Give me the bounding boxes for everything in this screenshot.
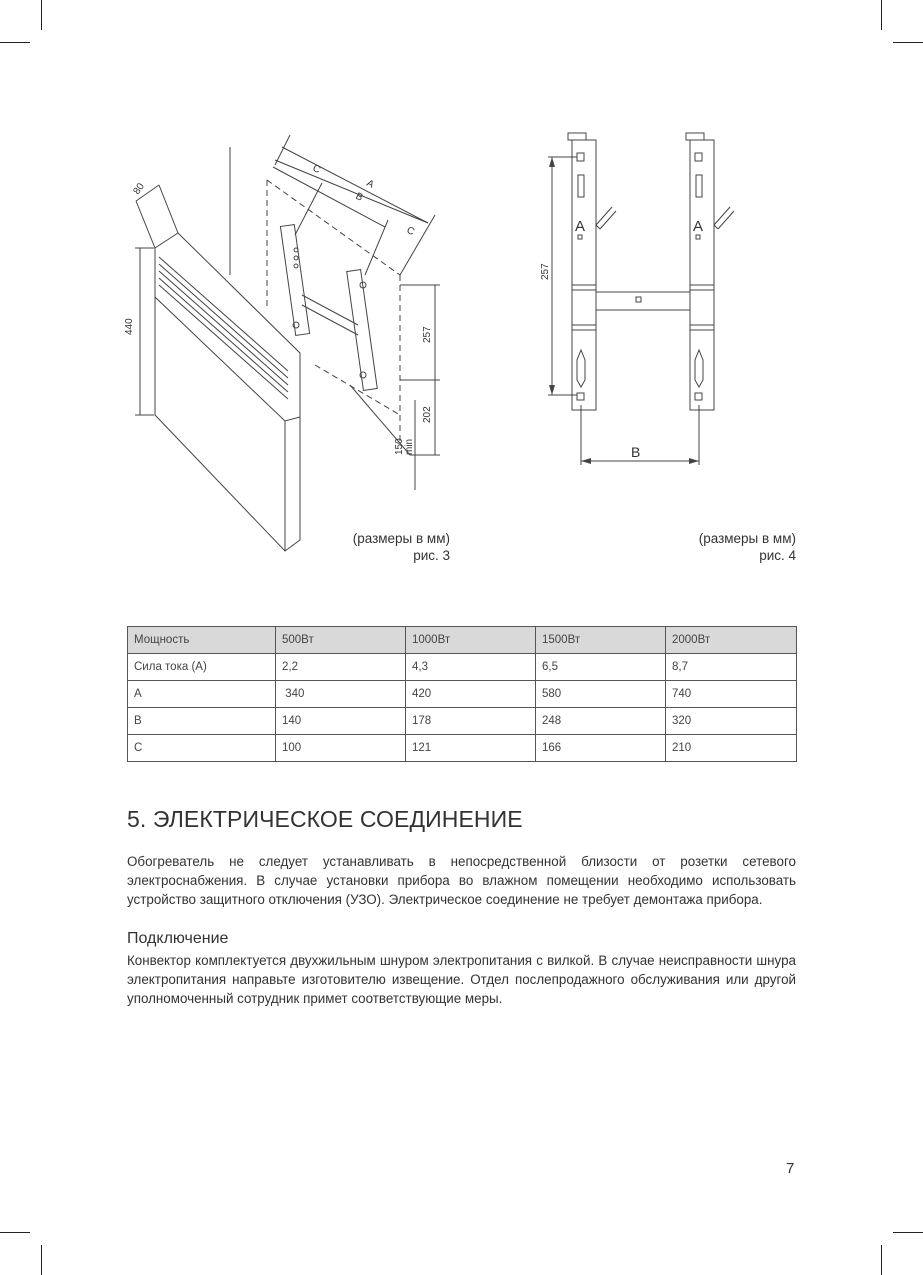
dim-depth-label: 80: [131, 181, 147, 197]
figure-4-bracket: [530, 125, 750, 475]
table-cell: 580: [536, 681, 666, 708]
figure-3-caption-label: рис. 3: [413, 548, 450, 563]
crop-mark: [41, 1245, 42, 1275]
table-cell: A: [128, 681, 276, 708]
crop-mark: [881, 0, 882, 30]
table-header-cell: 1000Вт: [406, 627, 536, 654]
figure-4-caption-units: (размеры в мм): [698, 531, 796, 546]
crop-mark: [881, 1245, 882, 1275]
heater-drawing: [110, 125, 470, 565]
dim-c-label-left: C: [310, 162, 323, 176]
table-cell: 6,5: [536, 654, 666, 681]
bracket-label-a-right: A: [693, 218, 704, 235]
figure-3-caption-units: (размеры в мм): [352, 531, 450, 546]
figure-4-caption-label: рис. 4: [759, 548, 796, 563]
crop-mark: [893, 1232, 923, 1233]
bracket-label-a-left: A: [575, 218, 586, 235]
table-cell: 166: [536, 735, 666, 762]
dim-a-label: A: [364, 177, 376, 191]
dim-height-label: 257: [540, 263, 551, 280]
paragraph-connection: Конвектор комплектуется двухжильным шнуром электропитания с вилкой. В случае неисправности шнура электропитания направьте изготовителю извещение. Отдел послепродажного обслуживания или другой уполномоченный сотрудник примет соответствующие меры.: [127, 953, 796, 1007]
dim-floor-label: 202: [422, 406, 433, 423]
page-number: 7: [786, 1160, 795, 1177]
table-cell: 248: [536, 708, 666, 735]
table-row: [128, 654, 797, 681]
figure-3-caption: [300, 530, 450, 564]
dim-min-gap-unit: min: [404, 438, 415, 455]
figure-4-caption: [646, 530, 796, 564]
dim-spacing-label: 257: [422, 326, 433, 343]
table-cell: 340: [276, 681, 406, 708]
power-spec-table: [127, 626, 797, 762]
table-header-row: [128, 627, 797, 654]
table-cell: 140: [276, 708, 406, 735]
table-cell: 740: [666, 681, 797, 708]
figure-3-heater-mounting: [110, 125, 470, 565]
table-cell: 2,2: [276, 654, 406, 681]
table-cell: 420: [406, 681, 536, 708]
table-cell: B: [128, 708, 276, 735]
dim-height-label: 440: [124, 318, 135, 335]
bracket-drawing: [530, 125, 750, 475]
table-header-cell: 500Вт: [276, 627, 406, 654]
table-cell: 210: [666, 735, 797, 762]
table-row: [128, 681, 797, 708]
dim-width-label: B: [631, 444, 641, 460]
table-cell: 100: [276, 735, 406, 762]
paragraph-intro: Обогреватель не следует устанавливать в непосредственной близости от розетки сетевого электроснабжения. В случае установки прибора во влажном помещении необходимо использовать устройство защитного отключения (УЗО). Электрическое соединение не требует демонтажа прибора.: [127, 854, 796, 908]
table-cell: 8,7: [666, 654, 797, 681]
table-cell: 178: [406, 708, 536, 735]
table-header-cell: Мощность: [128, 627, 276, 654]
crop-mark: [41, 0, 42, 30]
crop-mark: [893, 42, 923, 43]
subsection-title: Подключение: [127, 930, 229, 947]
table-cell: 121: [406, 735, 536, 762]
table-cell: 4,3: [406, 654, 536, 681]
table-cell: 320: [666, 708, 797, 735]
table-header-cell: 2000Вт: [666, 627, 797, 654]
table-row: [128, 708, 797, 735]
table-row: [128, 735, 797, 762]
table-cell: Сила тока (А): [128, 654, 276, 681]
table-header-cell: 1500Вт: [536, 627, 666, 654]
dim-b-label: B: [353, 190, 365, 204]
dim-min-gap-value: 150: [394, 438, 405, 455]
table-cell: C: [128, 735, 276, 762]
crop-mark: [0, 42, 30, 43]
dim-c-label-right: C: [404, 224, 417, 238]
crop-mark: [0, 1232, 30, 1233]
section-title: 5. ЭЛЕКТРИЧЕСКОЕ СОЕДИНЕНИЕ: [127, 806, 523, 832]
